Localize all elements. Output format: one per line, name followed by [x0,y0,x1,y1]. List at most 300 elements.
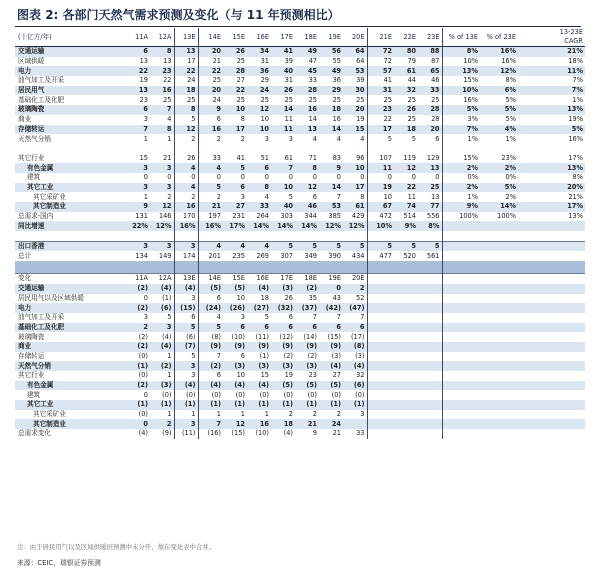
row-label [15,144,122,154]
cell [418,274,442,284]
cell [442,323,480,333]
table-row [15,284,585,294]
row-label: 有色金属 [15,163,122,173]
cell: 3 [264,134,269,143]
row-label: 同比增速 [15,221,122,231]
cell [442,419,480,429]
cell: 119 [403,153,416,162]
cell [442,261,480,274]
cell: 27 [236,76,245,85]
cell [480,313,518,323]
cell: 14% [271,221,295,231]
cell: 4 [174,183,198,193]
cell: 20 [198,47,223,57]
cell: 10% [442,57,480,67]
cell: 36 [332,76,341,85]
cell [367,352,394,362]
cell [480,429,518,439]
cell [480,332,518,342]
cell: 2 [174,134,198,144]
cell: 25 [174,95,198,105]
cell [442,410,480,420]
cell [480,221,518,231]
cell [442,371,480,381]
row-label: 商业 [15,342,122,352]
cell [394,323,418,333]
cell [122,231,150,241]
cell: 71 [308,153,317,162]
cell [442,342,480,352]
row-label: 其它工业 [15,183,122,193]
cell: 51 [260,153,269,162]
cell: 11 [367,163,394,173]
cell: 107 [367,154,394,164]
cell [518,303,585,313]
cell: (3) [355,351,365,360]
cell: 17 [367,125,394,135]
cell: 6 [122,105,150,115]
cell: (7) [174,342,198,352]
cell: 303 [280,212,293,221]
cell: 477 [367,251,394,261]
cell: (0) [307,390,317,399]
cell: (1) [223,400,247,410]
table-row [15,47,585,57]
cell: 18% [568,57,583,66]
cell [394,294,418,304]
cell: 0% [505,173,516,182]
cell [394,144,418,154]
cell: 20 [198,86,223,96]
cell [480,371,518,381]
cell: 13 [174,47,198,57]
cell: (0) [259,390,269,399]
cell: 25 [332,95,341,104]
spacer-row [15,231,585,241]
cell: 344 [304,212,317,221]
cell: 6 [435,134,440,143]
cell: 8 [240,115,245,124]
cell: 31 [367,86,394,96]
cell: 16 [247,419,271,429]
cell [518,231,585,241]
cell [174,261,198,274]
cell: 79 [407,57,416,66]
cell [442,303,480,313]
cell: 385 [328,212,341,221]
cell: 41 [271,47,295,57]
cell: 0 [288,173,293,182]
cell [480,323,518,333]
row-label: 居民用气 [15,86,122,96]
cell: 0 [367,173,394,183]
cell: 4 [264,192,269,201]
cell [518,313,585,323]
cell: (11) [255,332,269,341]
cell [418,429,442,439]
cell: 7 [360,313,365,322]
cell: 22 [174,66,198,76]
title-prefix: 图表 [17,8,42,22]
cell: 5 [418,241,442,251]
cell: 10 [343,163,367,173]
cell [518,261,585,274]
cell: (9) [319,342,343,352]
cell: 3 [122,183,150,193]
cell: 7 [271,163,295,173]
cell: 44 [407,76,416,85]
cell: (9) [162,429,172,438]
cell: 39 [356,76,365,85]
cell: 3 [143,313,148,322]
table-row [15,410,585,420]
source-note: 来源：CEIC，瑞银证券预测 [17,559,101,567]
cell: 5 [367,134,394,144]
cell: 21 [163,153,172,162]
cell: 3 [360,410,365,419]
cell [343,261,367,274]
cell: (12) [279,332,293,341]
cell: 5 [264,313,269,322]
spacer-row [15,144,585,154]
cell: 4 [174,163,198,173]
cell: 3 [240,313,245,322]
cell: 5 [411,134,416,143]
cell: 14% [247,221,271,231]
column-header: 14E [198,28,223,47]
cell: 5 [271,241,295,251]
cell [394,332,418,342]
cell [367,410,394,420]
cell: 0 [336,173,341,182]
cell: 13% [518,105,585,115]
cell [518,410,585,420]
cell: 21 [198,202,223,212]
cell: 27 [223,202,247,212]
cell: (1) [174,400,198,410]
cell: 25 [367,95,394,105]
cell: 8 [150,125,174,135]
cell: (1) [122,361,150,371]
cell [319,231,343,241]
cell: 25 [284,95,293,104]
cell: 6 [271,323,295,333]
cell [367,361,394,371]
cell: (2) [122,284,150,294]
cell [198,231,223,241]
cell: 131 [135,212,148,221]
cell: 434 [351,251,365,260]
row-label: 玻璃陶瓷 [18,332,45,341]
cell: 174 [174,251,198,261]
cell: 49 [319,66,343,76]
cell [418,371,442,381]
cell [198,144,223,154]
cell: 6 [223,183,247,193]
cell: 3% [442,115,480,125]
cell [223,261,247,274]
cell: 5 [174,115,198,125]
row-label: 有色金属 [15,381,122,391]
cell: (6) [174,332,198,342]
table-row [15,125,585,135]
cell: 19 [284,371,293,380]
cell [198,261,223,274]
cell: (2) [150,361,174,371]
cell: (5) [223,284,247,294]
cell: 7 [198,352,223,362]
cell: 96 [356,153,365,162]
cell: 4% [480,125,518,135]
cell: 6 [247,323,271,333]
cell: (0) [162,390,172,399]
cell: 16 [332,115,341,124]
cell [518,323,585,333]
cell: (4) [138,429,148,438]
cell: 9% [442,202,480,212]
cell [367,381,394,391]
cell: 5 [198,323,223,333]
cell: 7 [198,419,223,429]
cell: 61 [343,202,367,212]
cell [442,294,480,304]
cell: 561 [426,251,440,260]
cell: (2) [295,284,319,294]
cell: 0 [435,173,440,182]
cell: 1 [198,410,223,420]
cell: (0) [355,390,365,399]
cell [480,231,518,241]
cell: 22 [223,86,247,96]
cell: 1 [264,410,269,419]
cell: 5 [174,323,198,333]
cell [223,144,247,154]
cell: 2 [288,410,293,419]
cell: 15% [442,76,480,86]
cell: 29 [319,86,343,96]
cell: 100% [497,212,516,221]
cell: 47 [308,57,317,66]
cell: 13% [568,212,583,221]
cell: (0) [138,410,148,419]
cell: 7 [150,105,174,115]
cell [319,261,343,274]
table-row [15,57,585,67]
cell: 22 [122,66,150,76]
cell [418,361,442,371]
cell: 5% [505,95,516,104]
cell: 429 [351,212,365,221]
cell [271,261,295,274]
cell: 3 [150,323,174,333]
cell [442,361,480,371]
row-label: 建筑 [27,173,41,182]
cell [418,313,442,323]
cell [394,231,418,241]
cell: 33 [418,86,442,96]
cell: 13% [518,163,585,173]
gas-demand-table [15,28,585,439]
cell: 10% [442,86,480,96]
cell [518,361,585,371]
cell: 22 [394,183,418,193]
cell: 1% [505,134,516,143]
cell: 26 [174,154,198,164]
table-row [15,66,585,76]
table-row [15,313,585,323]
cell: (5) [271,381,295,391]
cell: (8) [343,342,367,352]
cell: 0 [143,390,148,399]
cell: 8% [442,47,480,57]
cell: 6 [247,163,271,173]
cell: 46 [431,76,440,85]
cell: (9) [295,342,319,352]
cell [271,144,295,154]
cell [480,400,518,410]
cell: 6 [312,192,317,201]
cell: 88 [418,47,442,57]
cell [367,419,394,429]
cell: 14E [198,274,223,284]
cell [480,381,518,391]
cell: (4) [162,332,172,341]
cell: 8% [572,173,583,182]
cell: 197 [198,212,223,222]
cell [367,231,394,241]
cell: 28 [431,115,440,124]
cell: 0 [240,173,245,182]
table-row [15,390,585,400]
cell: 14 [319,125,343,135]
cell: 1% [572,95,583,104]
cell: 19 [139,76,148,85]
cell [480,352,518,362]
cell: 0 [360,173,365,182]
cell: 32 [394,86,418,96]
cell [442,332,480,342]
cell [247,261,271,274]
cell: (1) [343,400,367,410]
cell: 18E [295,274,319,284]
cell [480,303,518,313]
cell: (27) [247,303,271,313]
row-label: 其它行业 [18,153,45,162]
cell [480,294,518,304]
cell: (9) [198,342,223,352]
cell: 17 [174,57,198,67]
cell: (1) [259,351,269,360]
cell: 87 [431,57,440,66]
cell: 5% [480,183,518,193]
cell: 20E [343,274,367,284]
cell: (3) [271,284,295,294]
cell [394,261,418,274]
cell: 5 [223,163,247,173]
cell: (4) [247,284,271,294]
cell: 1% [442,192,480,202]
row-label: 总需求-国内 [18,212,54,221]
cell: (26) [223,303,247,313]
cell: 41 [367,76,394,86]
cell: (4) [283,429,293,438]
cell: (11) [174,429,198,439]
cell: 1 [167,351,172,360]
cell [343,144,367,154]
cell: 18 [319,105,343,115]
cell: 16% [501,57,516,66]
figure-title [17,6,340,23]
cell: 1% [442,134,480,144]
cell: (9) [223,342,247,352]
cell: 12 [150,202,174,212]
row-label [15,231,122,241]
cell [518,390,585,400]
cell [518,251,585,261]
cell: (3) [223,361,247,371]
cell: 14 [319,183,343,193]
cell: (0) [198,390,223,400]
table-row [15,294,585,304]
column-header: 15E [223,28,247,47]
cell: 0 [143,173,148,182]
cell: 17% [223,221,247,231]
cell: 5 [198,183,223,193]
cell [295,261,319,274]
cell: 25 [308,95,317,104]
cell: (37) [295,303,319,313]
row-label: 总需求变化 [18,429,51,438]
table-row [15,332,585,342]
cell: 55 [332,57,341,66]
cell: 0 [143,293,148,302]
cell: 25 [236,57,245,66]
row-label: 变化 [15,274,122,284]
cell [394,303,418,313]
cell [480,419,518,429]
cell: 129 [426,153,440,162]
cell: 53 [343,66,367,76]
table-row [15,212,585,222]
cell: (4) [174,284,198,294]
cell: (6) [343,381,367,391]
cell: (2) [138,332,148,341]
cell: 3 [174,419,198,429]
cell: 5% [505,115,516,124]
row-label: 区域供暖 [18,57,45,66]
cell [442,274,480,284]
cell: 80 [394,47,418,57]
row-label: 基础化工及化肥 [18,95,65,104]
cell: 269 [256,251,269,260]
table-row [15,163,585,173]
cell: 149 [158,251,172,260]
cell: (0) [138,351,148,360]
cell: 10 [271,183,295,193]
cell: 22 [163,76,172,85]
cell [394,274,418,284]
cell: 25 [260,95,269,104]
cell: 134 [135,251,148,260]
cell: 13 [139,57,148,66]
cell: 10% [367,221,394,231]
cell: 12% [319,221,343,231]
row-label: 存储转运 [15,125,122,135]
cell: 25 [407,95,416,104]
cell: 9% [394,221,418,231]
table-row [15,221,585,231]
cell [418,400,442,410]
